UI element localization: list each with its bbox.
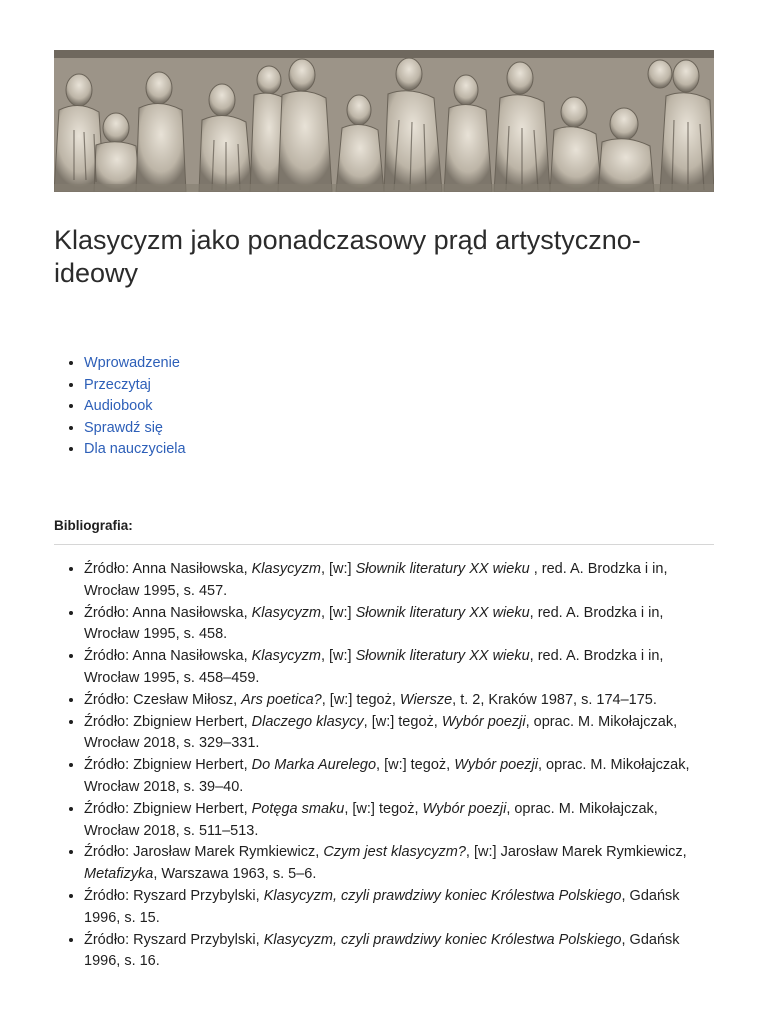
entry-title: Dlaczego klasycy <box>251 713 364 730</box>
entry-author: Źródło: Anna Nasiłowska, <box>84 561 252 577</box>
entry-author: Źródło: Zbigniew Herbert, <box>84 713 252 730</box>
nav-link-wprowadzenie[interactable]: Wprowadzenie <box>84 355 180 371</box>
section-nav <box>54 353 186 461</box>
bibliography-entry <box>84 886 714 930</box>
nav-item <box>84 353 186 375</box>
entry-text: , Gdańsk 1996, s. 16. <box>84 931 680 970</box>
entry-author: Źródło: Anna Nasiłowska, <box>84 604 252 621</box>
entry-author: Źródło: Jarosław Marek Rymkiewicz, <box>84 844 324 861</box>
entry-details: , oprac. M. Mikołajczak, Wrocław 2018, s. 511–513. <box>84 800 658 839</box>
entry-source-title: Wybór poezji <box>441 713 526 730</box>
entry-author: Źródło: Ryszard Przybylski, <box>84 931 264 948</box>
entry-title: Potęga smaku <box>251 800 345 817</box>
divider <box>54 544 714 545</box>
entry-author: Źródło: Anna Nasiłowska, <box>84 648 252 665</box>
nav-item <box>84 375 186 397</box>
bibliography-entry <box>84 755 714 799</box>
entry-author: Źródło: Czesław Miłosz, <box>84 691 242 708</box>
bibliography-entry <box>84 712 714 756</box>
entry-source-title: Metafizyka <box>84 866 154 883</box>
nav-item <box>84 418 186 440</box>
entry-source-title: Wybór poezji <box>454 757 538 774</box>
bibliography-entry <box>84 559 714 603</box>
bibliography-entry <box>84 603 714 647</box>
entry-details: , red. A. Brodzka i in, Wrocław 1995, s. 458. <box>84 604 664 643</box>
entry-text: , [w:] <box>320 604 356 621</box>
bibliography-entry <box>84 646 714 690</box>
hero-relief-image <box>54 50 714 192</box>
page-title: Klasycyzm jako ponadczasowy prąd artystyczno-ideowy <box>54 225 641 288</box>
bibliography-list <box>54 559 714 973</box>
entry-title: Do Marka Aurelego <box>251 757 377 774</box>
nav-link-przeczytaj[interactable]: Przeczytaj <box>84 376 151 393</box>
entry-text: , [w:] <box>320 648 356 665</box>
entry-text: , [w:] <box>320 561 356 577</box>
entry-title: Klasycyzm <box>251 561 321 577</box>
entry-title: Klasycyzm <box>251 604 321 621</box>
bibliography-entry <box>84 930 714 974</box>
entry-title: Klasycyzm, czyli prawdziwy koniec Królestwa Polskiego <box>263 887 622 904</box>
entry-text: , [w:] Jarosław Marek Rymkiewicz, <box>465 844 687 861</box>
entry-details: , red. A. Brodzka i in, Wrocław 1995, s. 457. <box>84 561 668 599</box>
entry-title: Klasycyzm, czyli prawdziwy koniec Królestwa Polskiego <box>263 931 622 948</box>
nav-link-sprawdz-sie[interactable]: Sprawdź się <box>84 419 163 436</box>
nav-link-dla-nauczyciela[interactable]: Dla nauczyciela <box>84 441 186 458</box>
entry-details: , oprac. M. Mikołajczak, Wrocław 2018, s. 39–40. <box>84 757 690 795</box>
entry-title: Klasycyzm <box>251 648 321 665</box>
bibliography-heading: Bibliografia: <box>54 518 133 533</box>
entry-text: , [w:] tegoż, <box>363 713 442 730</box>
entry-author: Źródło: Ryszard Przybylski, <box>84 887 264 904</box>
entry-details: , t. 2, Kraków 1987, s. 174–175. <box>452 691 657 708</box>
relief-illustration <box>54 50 714 192</box>
nav-link-audiobook[interactable]: Audiobook <box>84 398 153 415</box>
entry-text: , [w:] tegoż, <box>376 757 455 774</box>
entry-details: , Warszawa 1963, s. 5–6. <box>153 866 317 883</box>
entry-title: Ars poetica? <box>241 691 322 708</box>
bibliography-entry <box>84 799 714 843</box>
entry-title: Czym jest klasycyzm? <box>323 844 466 861</box>
entry-text: , [w:] tegoż, <box>321 691 400 708</box>
entry-details: , oprac. M. Mikołajczak, Wrocław 2018, s. 329–331. <box>84 713 678 752</box>
bibliography-entry <box>84 842 714 886</box>
bibliography-entry <box>84 690 714 712</box>
entry-author: Źródło: Zbigniew Herbert, <box>84 800 252 817</box>
entry-text: , [w:] tegoż, <box>344 800 423 817</box>
entry-source-title: Słownik literatury XX wieku <box>355 561 530 577</box>
entry-source-title: Słownik literatury XX wieku <box>355 648 530 665</box>
entry-text: , Gdańsk 1996, s. 15. <box>84 887 680 926</box>
entry-details: , red. A. Brodzka i in, Wrocław 1995, s. 458–459. <box>84 648 664 686</box>
entry-source-title: Słownik literatury XX wieku <box>355 604 530 621</box>
entry-author: Źródło: Zbigniew Herbert, <box>84 757 252 774</box>
entry-source-title: Wybór poezji <box>422 800 507 817</box>
nav-item <box>84 396 186 418</box>
entry-source-title: Wiersze <box>399 691 453 708</box>
nav-item <box>84 439 186 461</box>
